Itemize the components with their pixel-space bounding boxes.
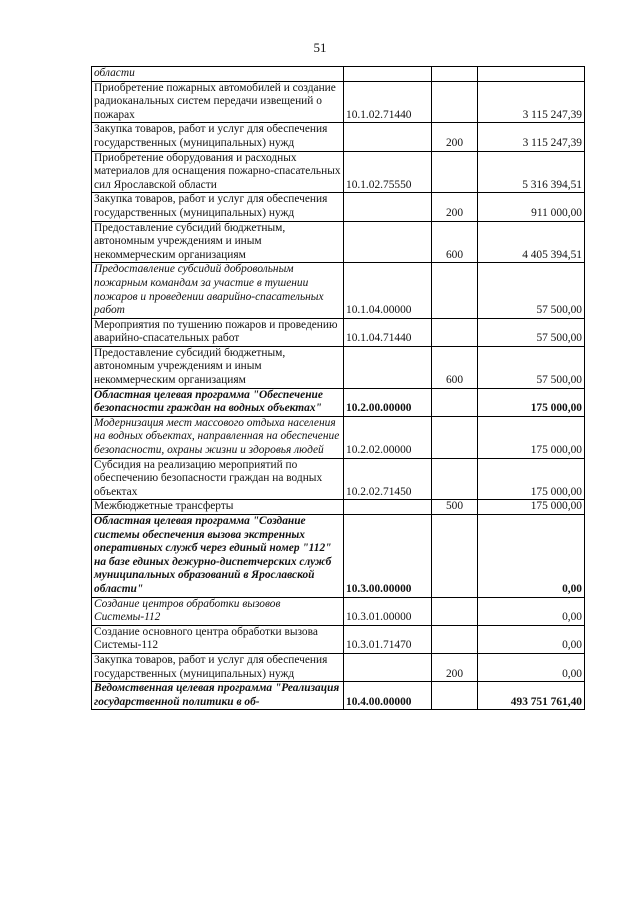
row-sum-cell: 0,00 (478, 653, 585, 681)
row-name-cell: Предоставление субсидий добровольным пожарным командам за участие в тушении пожаров и проведении аварийно-спасательных работ (92, 263, 344, 318)
row-sum-cell (478, 67, 585, 82)
table-row (92, 263, 585, 318)
row-expense-type-cell (432, 388, 478, 416)
row-name-cell: Межбюджетные трансферты (92, 500, 344, 515)
row-name-cell: Создание центров обработки вызовов Системы-112 (92, 597, 344, 625)
table-row (92, 318, 585, 346)
row-expense-type-cell (432, 625, 478, 653)
table-row (92, 500, 585, 515)
row-name-cell: Предоставление субсидий бюджетным, автономным учреждениям и иным некоммерческим организациям (92, 221, 344, 263)
row-sum-cell: 0,00 (478, 515, 585, 598)
row-code-cell: 10.2.00.00000 (344, 388, 432, 416)
row-code-cell: 10.1.04.00000 (344, 263, 432, 318)
row-expense-type-cell (432, 416, 478, 458)
table-row (92, 388, 585, 416)
row-expense-type-cell: 200 (432, 653, 478, 681)
row-expense-type-cell (432, 263, 478, 318)
row-code-cell: 10.2.02.00000 (344, 416, 432, 458)
row-sum-cell: 5 316 394,51 (478, 151, 585, 193)
row-code-cell: 10.1.02.71440 (344, 81, 432, 123)
row-code-cell: 10.1.02.75550 (344, 151, 432, 193)
row-code-cell: 10.3.01.71470 (344, 625, 432, 653)
table-row (92, 67, 585, 82)
table-row (92, 625, 585, 653)
row-code-cell (344, 653, 432, 681)
row-name-cell: Приобретение оборудования и расходных материалов для оснащения пожарно-спасательных сил Ярославской области (92, 151, 344, 193)
table-row (92, 346, 585, 388)
row-code-cell (344, 123, 432, 151)
table-row (92, 123, 585, 151)
row-sum-cell: 911 000,00 (478, 193, 585, 221)
row-expense-type-cell (432, 682, 478, 710)
row-code-cell (344, 221, 432, 263)
row-expense-type-cell (432, 597, 478, 625)
row-expense-type-cell: 200 (432, 193, 478, 221)
row-sum-cell: 57 500,00 (478, 318, 585, 346)
row-expense-type-cell (432, 151, 478, 193)
row-code-cell (344, 193, 432, 221)
row-sum-cell: 4 405 394,51 (478, 221, 585, 263)
row-sum-cell: 493 751 761,40 (478, 682, 585, 710)
table-row (92, 221, 585, 263)
page-number: 51 (313, 40, 327, 55)
table-row (92, 682, 585, 710)
row-code-cell (344, 346, 432, 388)
row-name-cell: Закупка товаров, работ и услуг для обеспечения государственных (муниципальных) нужд (92, 653, 344, 681)
row-expense-type-cell (432, 458, 478, 500)
row-name-cell: Областная целевая программа "Обеспечение безопасности граждан на водных объектах" (92, 388, 344, 416)
budget-table-body (92, 67, 585, 710)
row-name-cell: области (92, 67, 344, 82)
table-row (92, 151, 585, 193)
row-code-cell: 10.3.01.00000 (344, 597, 432, 625)
table-row (92, 193, 585, 221)
row-code-cell: 10.3.00.00000 (344, 515, 432, 598)
row-name-cell: Предоставление субсидий бюджетным, автономным учреждениям и иным некоммерческим организациям (92, 346, 344, 388)
budget-table (91, 66, 585, 710)
row-sum-cell: 175 000,00 (478, 388, 585, 416)
row-name-cell: Мероприятия по тушению пожаров и проведению аварийно-спасательных работ (92, 318, 344, 346)
row-expense-type-cell: 600 (432, 221, 478, 263)
row-sum-cell: 175 000,00 (478, 500, 585, 515)
row-name-cell: Модернизация мест массового отдыха населения на водных объектах, направленная на обеспечение безопасности, охраны жизни и здоровья людей (92, 416, 344, 458)
table-row (92, 81, 585, 123)
row-name-cell: Создание основного центра обработки вызова Системы-112 (92, 625, 344, 653)
row-expense-type-cell (432, 81, 478, 123)
row-name-cell: Ведомственная целевая программа "Реализация государственной политики в об- (92, 682, 344, 710)
row-sum-cell: 175 000,00 (478, 458, 585, 500)
table-row (92, 515, 585, 598)
row-name-cell: Закупка товаров, работ и услуг для обеспечения государственных (муниципальных) нужд (92, 123, 344, 151)
row-sum-cell: 3 115 247,39 (478, 81, 585, 123)
row-name-cell: Субсидия на реализацию мероприятий по обеспечению безопасности граждан на водных объектах (92, 458, 344, 500)
row-code-cell: 10.4.00.00000 (344, 682, 432, 710)
row-sum-cell: 0,00 (478, 597, 585, 625)
row-sum-cell: 0,00 (478, 625, 585, 653)
row-name-cell: Приобретение пожарных автомобилей и создание радиоканальных систем передачи извещений о пожарах (92, 81, 344, 123)
table-row (92, 416, 585, 458)
row-code-cell: 10.2.02.71450 (344, 458, 432, 500)
row-expense-type-cell (432, 67, 478, 82)
row-expense-type-cell: 500 (432, 500, 478, 515)
row-sum-cell: 57 500,00 (478, 346, 585, 388)
row-sum-cell: 57 500,00 (478, 263, 585, 318)
row-code-cell: 10.1.04.71440 (344, 318, 432, 346)
table-row (92, 458, 585, 500)
row-expense-type-cell: 200 (432, 123, 478, 151)
row-code-cell (344, 500, 432, 515)
table-row (92, 597, 585, 625)
table-row (92, 653, 585, 681)
row-name-cell: Закупка товаров, работ и услуг для обеспечения государственных (муниципальных) нужд (92, 193, 344, 221)
row-code-cell (344, 67, 432, 82)
row-expense-type-cell (432, 515, 478, 598)
row-sum-cell: 175 000,00 (478, 416, 585, 458)
row-name-cell: Областная целевая программа "Создание системы обеспечения вызова экстренных оперативных служб через единый номер "112" на базе единых дежурно-диспетчерских служб муниципальных образований в Ярославской области" (92, 515, 344, 598)
row-sum-cell: 3 115 247,39 (478, 123, 585, 151)
row-expense-type-cell: 600 (432, 346, 478, 388)
row-expense-type-cell (432, 318, 478, 346)
